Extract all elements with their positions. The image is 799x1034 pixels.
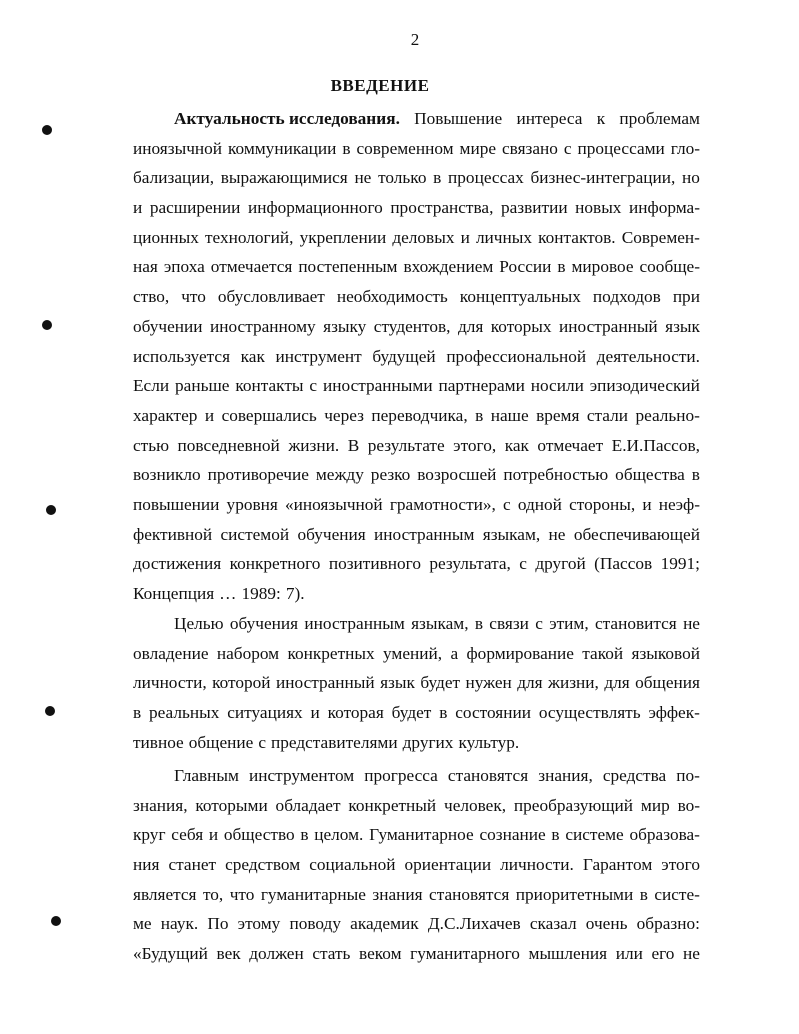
word: потребностью xyxy=(503,465,609,485)
word: интереса xyxy=(516,109,583,128)
word: культур. xyxy=(458,732,520,752)
text-line xyxy=(133,460,700,490)
word: не xyxy=(683,944,700,964)
word: мире xyxy=(459,138,497,158)
word: пространства, xyxy=(390,198,494,218)
word: в xyxy=(300,825,309,845)
word: обладает xyxy=(275,795,341,815)
word: становится xyxy=(594,614,677,633)
word: новых xyxy=(575,198,622,218)
text-line xyxy=(133,223,700,253)
word: иностранными xyxy=(323,376,433,396)
word: бализации, xyxy=(133,168,215,188)
word: реальных xyxy=(149,703,220,723)
word: позитивного xyxy=(328,554,421,574)
word: общения xyxy=(635,673,700,693)
word: фективной xyxy=(133,524,213,544)
text-line xyxy=(133,820,700,850)
word: ционных xyxy=(133,227,199,247)
word: Гуманитарное xyxy=(369,825,474,845)
text-line xyxy=(133,909,700,939)
word: «Будущий xyxy=(133,944,208,964)
word: наук. xyxy=(160,914,199,934)
word: в xyxy=(639,884,648,904)
word: других xyxy=(402,732,454,752)
word: с xyxy=(309,376,318,396)
word: средства xyxy=(602,766,667,785)
word: только xyxy=(378,168,427,188)
word: нужен xyxy=(465,673,512,693)
text-line xyxy=(133,791,700,821)
word: совершались xyxy=(221,405,317,425)
word: знания, xyxy=(538,766,593,785)
word: Концепция xyxy=(133,584,215,603)
word: характер xyxy=(133,405,198,425)
word: средством xyxy=(225,855,301,875)
word: обусловливает xyxy=(217,287,325,307)
word: обучения xyxy=(297,524,366,544)
word: в xyxy=(433,168,442,188)
word: не xyxy=(683,614,700,633)
word: не xyxy=(548,524,566,544)
text-line xyxy=(133,880,700,910)
word: с xyxy=(563,138,572,158)
word: ситуациях xyxy=(227,703,303,723)
word: в xyxy=(133,703,142,723)
word: очень xyxy=(585,914,628,934)
text-line xyxy=(133,728,700,758)
word: с xyxy=(503,494,511,514)
word: деятельности. xyxy=(596,346,700,366)
word: должен xyxy=(249,944,304,964)
word: овладение xyxy=(133,643,209,663)
word: связано xyxy=(502,138,558,158)
word: ство, xyxy=(133,287,170,307)
text-line xyxy=(133,431,700,461)
word: языку xyxy=(323,316,367,336)
word: профессиональной xyxy=(446,346,587,366)
word: а xyxy=(450,643,459,663)
word: противоречие xyxy=(207,465,309,485)
word: через xyxy=(324,405,364,425)
word: раньше xyxy=(175,376,230,396)
word: этим, xyxy=(549,614,589,633)
word: в xyxy=(475,405,484,425)
word: грамотности», xyxy=(389,494,496,514)
word: контакты xyxy=(235,376,304,396)
word: системой xyxy=(220,524,290,544)
text-line xyxy=(133,193,700,223)
word: знания xyxy=(372,884,423,904)
word: Гарантом xyxy=(582,855,653,875)
word: 1991; xyxy=(660,554,700,574)
paragraph-2 xyxy=(133,609,700,757)
word: прогресса xyxy=(364,766,438,785)
word: информа- xyxy=(629,198,700,218)
word: язык xyxy=(665,316,700,336)
word: состоянии xyxy=(455,703,531,723)
word: станет xyxy=(168,855,217,875)
word: неэф- xyxy=(658,494,700,514)
text-line xyxy=(133,939,700,969)
word: академик xyxy=(350,914,419,934)
word: обеспечивающей xyxy=(573,524,700,544)
word: стороны, xyxy=(569,494,636,514)
word: и xyxy=(310,703,320,723)
page-number: 2 xyxy=(410,30,420,49)
word: одной xyxy=(517,494,562,514)
word: коммуникации xyxy=(227,138,337,158)
lead-phrase: Актуальность исследования. xyxy=(174,109,400,128)
word: для xyxy=(604,673,630,693)
word: личности. xyxy=(500,855,574,875)
margin-dot-3 xyxy=(46,505,56,515)
word: жизни, xyxy=(548,673,599,693)
word: Д.С.Лихачев xyxy=(427,914,521,934)
text-line xyxy=(133,549,700,579)
word: деловых xyxy=(392,227,455,247)
word: «иноязычной xyxy=(284,494,383,514)
word: студентов, xyxy=(373,316,451,336)
word: его xyxy=(651,944,675,964)
word: образова- xyxy=(629,825,700,845)
paragraph-3 xyxy=(133,761,700,969)
word: расширении xyxy=(149,198,241,218)
word: систе- xyxy=(654,884,700,904)
word: по- xyxy=(676,766,700,785)
word: то, xyxy=(202,884,224,904)
word: вхождением xyxy=(403,257,494,277)
word: обучении xyxy=(133,316,203,336)
word: стью xyxy=(133,435,170,455)
text-line xyxy=(133,520,700,550)
word: 7). xyxy=(285,584,305,603)
word: сказал xyxy=(529,914,577,934)
word: жизни. xyxy=(288,435,340,455)
word: используется xyxy=(133,346,231,366)
word: инструмент xyxy=(275,346,362,366)
word: стать xyxy=(312,944,351,964)
word: выражающимися xyxy=(220,168,348,188)
word: постепенным xyxy=(298,257,398,277)
word: уровня xyxy=(226,494,278,514)
word: современном xyxy=(356,138,454,158)
word: подходов xyxy=(592,287,661,307)
word: мир xyxy=(640,795,670,815)
word: инструментом xyxy=(249,766,355,785)
word: в xyxy=(342,138,351,158)
word: круг xyxy=(133,825,166,845)
word: системе xyxy=(565,825,624,845)
text-line xyxy=(133,252,700,282)
word: процессами xyxy=(577,138,665,158)
word: В xyxy=(347,435,360,455)
word: будет xyxy=(420,673,461,693)
word: время xyxy=(536,405,580,425)
word: будущей xyxy=(372,346,436,366)
word: век xyxy=(216,944,241,964)
text-line xyxy=(133,668,700,698)
word: иностранный xyxy=(276,673,375,693)
word: с xyxy=(258,732,266,752)
text-line xyxy=(133,639,700,669)
word: России xyxy=(499,257,552,277)
word: личных xyxy=(475,227,533,247)
text-line xyxy=(133,490,700,520)
word: гуманитарные xyxy=(260,884,366,904)
word: иностранный xyxy=(559,316,658,336)
word: этому xyxy=(237,914,281,934)
word: умений, xyxy=(383,643,443,663)
word: наше xyxy=(490,405,529,425)
word: которая xyxy=(327,703,384,723)
margin-dot-2 xyxy=(42,320,52,330)
word: этого, xyxy=(453,435,497,455)
margin-dot-4 xyxy=(45,706,55,716)
word: языкам, xyxy=(411,614,469,633)
word: между xyxy=(315,465,364,485)
text-line xyxy=(133,163,700,193)
word: реально- xyxy=(635,405,700,425)
word: веком xyxy=(359,944,402,964)
word: язык xyxy=(380,673,415,693)
word: становятся xyxy=(429,884,510,904)
word: общества xyxy=(615,465,685,485)
word: языкам, xyxy=(482,524,541,544)
word: иностранным xyxy=(374,524,475,544)
text-line xyxy=(133,609,700,639)
word: Е.И.Пассов, xyxy=(611,435,700,455)
word: переводчика, xyxy=(371,405,468,425)
text-line xyxy=(133,282,700,312)
word: является xyxy=(133,884,197,904)
word: партнерами xyxy=(438,376,525,396)
word: себя xyxy=(171,825,204,845)
word: достижения xyxy=(133,554,222,574)
word: результате xyxy=(367,435,445,455)
paragraph-1 xyxy=(133,104,700,609)
word: ния xyxy=(133,855,160,875)
word: приоритетными xyxy=(515,884,634,904)
word: концептуальных xyxy=(459,287,581,307)
word: сообще- xyxy=(639,257,700,277)
word: отмечается xyxy=(210,257,293,277)
word: (Пассов xyxy=(594,554,653,574)
word: результата, xyxy=(429,554,511,574)
word: … xyxy=(219,584,237,603)
word: связи xyxy=(489,614,529,633)
word: возросшей xyxy=(417,465,497,485)
word: ная xyxy=(133,257,158,277)
word: ме xyxy=(133,914,152,934)
word: укреплении xyxy=(299,227,387,247)
word: Современ- xyxy=(621,227,700,247)
word: резко xyxy=(370,465,411,485)
word: языковой xyxy=(631,643,700,663)
word: конкретных xyxy=(287,643,375,663)
word: но xyxy=(682,168,700,188)
word: иноязычной xyxy=(133,138,223,158)
word: и xyxy=(204,405,215,425)
word: общество xyxy=(223,825,295,845)
word: образно: xyxy=(636,914,700,934)
word: человек, xyxy=(444,795,507,815)
word: с xyxy=(535,614,543,633)
word: бизнес-интеграции, xyxy=(530,168,676,188)
word: процессах xyxy=(448,168,524,188)
word: формирование xyxy=(466,643,574,663)
word: другой xyxy=(535,554,586,574)
word: тивное xyxy=(133,732,184,752)
word: личности, xyxy=(133,673,207,693)
word: в xyxy=(474,614,483,633)
word: отмечает xyxy=(537,435,604,455)
text-line xyxy=(133,312,700,342)
word: и xyxy=(208,825,219,845)
text-line xyxy=(133,579,700,609)
text-line xyxy=(133,850,700,880)
word: целом. xyxy=(314,825,364,845)
word: По xyxy=(207,914,229,934)
margin-dot-1 xyxy=(42,125,52,135)
word: как xyxy=(240,346,265,366)
text-line xyxy=(133,342,700,372)
word: сознание xyxy=(479,825,546,845)
word: общение xyxy=(188,732,254,752)
section-heading: ВВЕДЕНИЕ xyxy=(330,76,430,95)
word: будет xyxy=(391,703,432,723)
word: иностранным xyxy=(304,614,405,633)
word: эффек- xyxy=(648,703,700,723)
word: конкретный xyxy=(348,795,437,815)
word: при xyxy=(672,287,700,307)
word: и xyxy=(642,494,652,514)
text-line xyxy=(133,104,700,134)
word: мышления xyxy=(528,944,608,964)
word: или xyxy=(615,944,643,964)
word: поводу xyxy=(289,914,341,934)
word: что xyxy=(229,884,255,904)
word: носили xyxy=(530,376,584,396)
word: информационного xyxy=(247,198,383,218)
word: с xyxy=(519,554,527,574)
word: набором xyxy=(216,643,280,663)
word: социальной xyxy=(309,855,396,875)
word: во- xyxy=(677,795,700,815)
word: этого xyxy=(661,855,700,875)
word: и xyxy=(133,198,143,218)
word: развитии xyxy=(500,198,568,218)
word: знания, xyxy=(133,795,188,815)
text-line xyxy=(133,371,700,401)
word: в xyxy=(551,825,560,845)
word: Главным xyxy=(174,766,239,785)
word: Повышение xyxy=(414,109,503,128)
word: проблемам xyxy=(619,109,700,128)
word: в xyxy=(557,257,566,277)
word: Целью xyxy=(174,614,224,633)
word: к xyxy=(596,109,606,128)
word: возникло xyxy=(133,465,201,485)
word: эпизодический xyxy=(589,376,700,396)
word: которой xyxy=(212,673,271,693)
word: и xyxy=(460,227,470,247)
word: стали xyxy=(586,405,628,425)
word: Если xyxy=(133,376,170,396)
word: конкретного xyxy=(229,554,321,574)
word: технологий, xyxy=(205,227,294,247)
word: как xyxy=(504,435,529,455)
word: ориентации xyxy=(404,855,492,875)
word: эпоха xyxy=(163,257,205,277)
word: в xyxy=(439,703,448,723)
text-line xyxy=(133,134,700,164)
word: повседневной xyxy=(177,435,280,455)
word: которых xyxy=(490,316,552,336)
text-line xyxy=(133,401,700,431)
word: которыми xyxy=(195,795,268,815)
word: для xyxy=(457,316,484,336)
word: повышении xyxy=(133,494,220,514)
word: осуществлять xyxy=(538,703,641,723)
word: преобразующий xyxy=(513,795,634,815)
word: не xyxy=(354,168,372,188)
word: 1989: xyxy=(241,584,281,603)
word: контактов. xyxy=(538,227,616,247)
word: представителями xyxy=(270,732,398,752)
text-line xyxy=(133,761,700,791)
word: что xyxy=(181,287,206,307)
text-line xyxy=(133,698,700,728)
word: для xyxy=(517,673,543,693)
word: гуманитарного xyxy=(410,944,520,964)
word: становятся xyxy=(447,766,529,785)
word: необходимость xyxy=(336,287,448,307)
margin-dot-5 xyxy=(51,916,61,926)
word: гло- xyxy=(670,138,700,158)
word: иностранному xyxy=(209,316,316,336)
word: обучения xyxy=(229,614,299,633)
word: мировое xyxy=(571,257,634,277)
word: в xyxy=(691,465,700,485)
word: такой xyxy=(582,643,624,663)
